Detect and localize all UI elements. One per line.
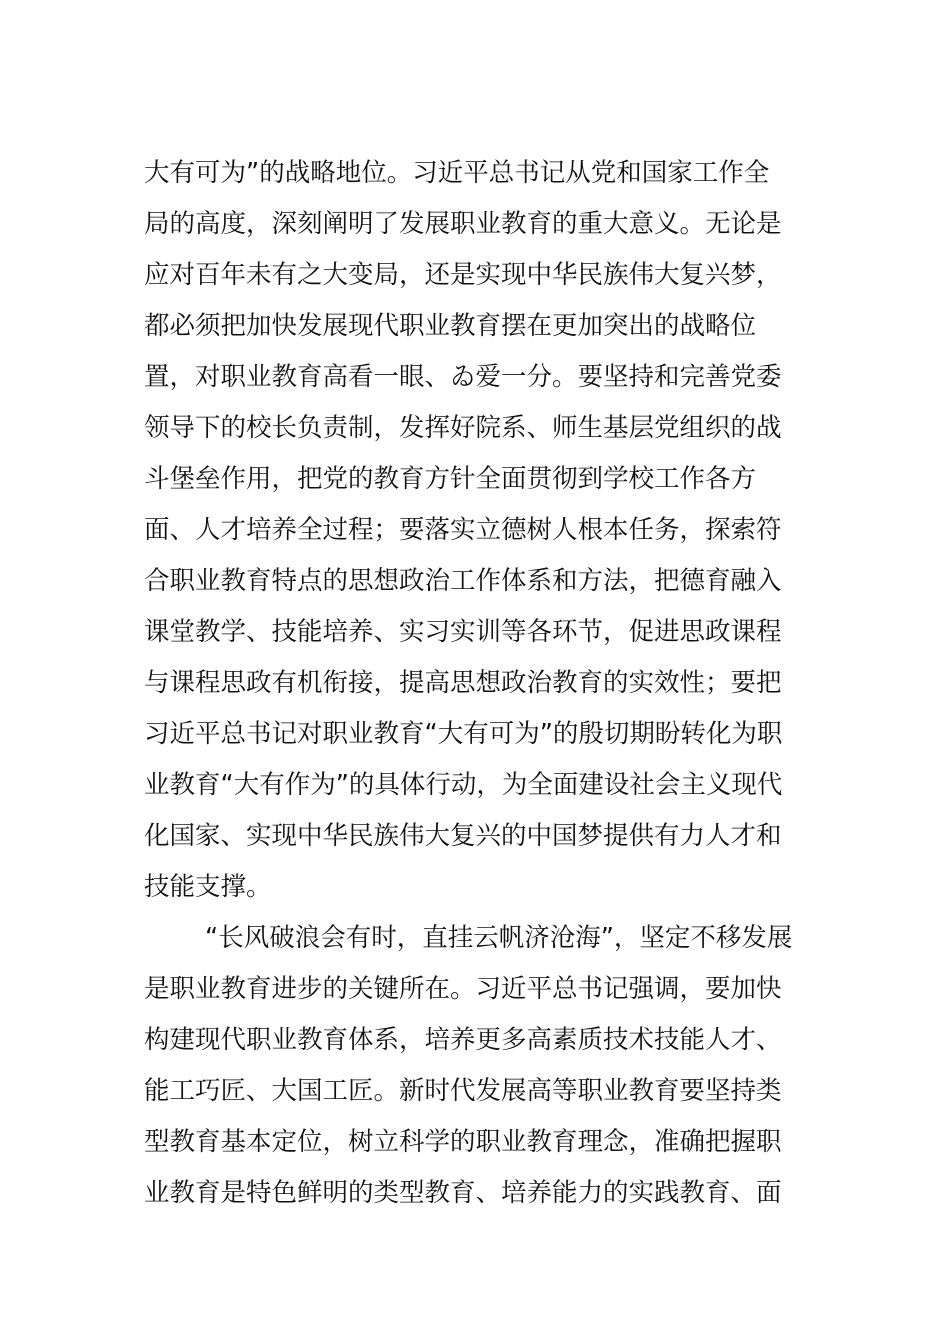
body-text [144,148,794,1219]
text-line: 都必须把加快发展现代职业教育摆在更加突出的战略位 [144,311,757,341]
text-line: 置，对职业教育高看一眼、ゐ爱一分。要坚持和完善党委 [144,362,782,392]
text-line: 业教育是特色鲜明的类型教育、培养能力的实践教育、面 [144,1178,782,1208]
text-line: 技能支撑。 [144,872,272,902]
text-line: 应对百年未有之大变局，还是实现中华民族伟大复兴梦， [144,260,782,290]
text-line: 局的高度，深刻阐明了发展职业教育的重大意义。无论是 [144,209,782,239]
text-line: 与课程思政有机衔接，提高思想政治教育的实效性；要把 [144,668,782,698]
text-line: 斗堡垒作用，把党的教育方针全面贯彻到学校工作各方 [144,464,757,494]
text-line: 能工巧匠、大国工匠。新时代发展高等职业教育要坚持类 [144,1076,782,1106]
text-line: 课堂教学、技能培养、实习实训等各环节，促进思政课程 [144,617,782,647]
paragraph-start-line: “长风破浪会有时，直挂云帆济沧海”，坚定不移发展 [205,923,793,953]
text-line: 合职业教育特点的思想政治工作体系和方法，把德育融入 [144,566,782,596]
text-line: 构建现代职业教育体系，培养更多高素质技术技能人才、 [144,1025,782,1055]
text-line: 习近平总书记对职业教育“大有可为”的殷切期盼转化为职 [144,719,783,749]
text-line: 化国家、实现中华民族伟大复兴的中国梦提供有力人才和 [144,821,782,851]
text-line: 型教育基本定位，树立科学的职业教育理念，准确把握职 [144,1127,782,1157]
text-line: 领导下的校长负责制，发挥好院系、师生基层党组织的战 [144,413,782,443]
text-line: 大有可为”的战略地位。习近平总书记从党和国家工作全 [144,158,770,188]
text-line: 面、人才培养全过程；要落实立德树人根本任务，探索符 [144,515,782,545]
text-line: 业教育“大有作为”的具体行动，为全面建设社会主义现代 [144,770,783,800]
text-line: 是职业教育进步的关键所在。习近平总书记强调，要加快 [144,974,782,1004]
